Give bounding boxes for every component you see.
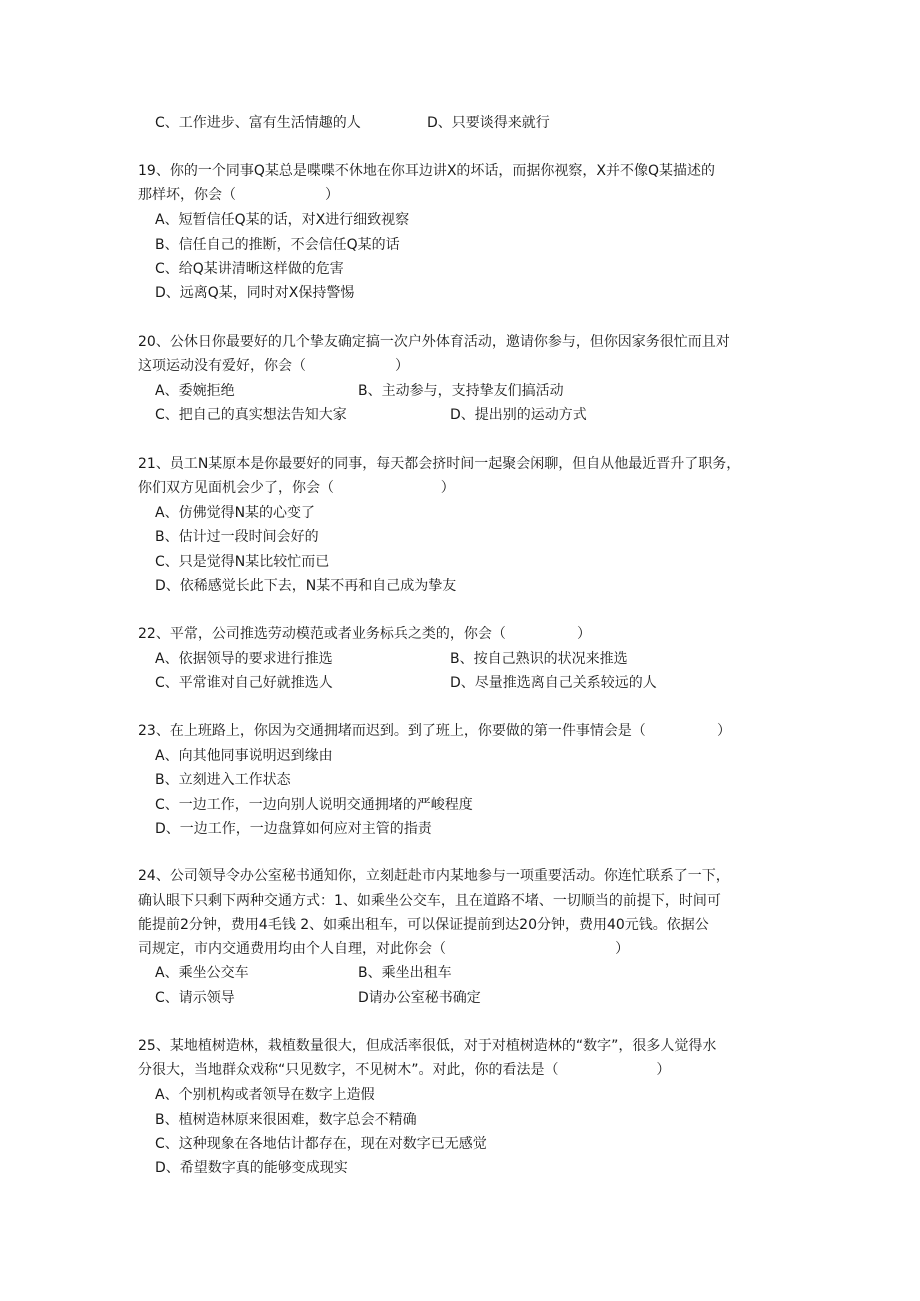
question-19-text-cont: 那样坏，你会（ ）: [138, 187, 340, 203]
question-25-text-cont: 分很大，当地群众戏称“只见数字，不见树木”。对此，你的看法是（ ）: [138, 1062, 671, 1078]
question-21-text-cont: 你们双方见面机会少了，你会（ ）: [138, 480, 455, 496]
question-24-text: 24、公司领导令办公室秘书通知你，立刻赶赴市内某地参与一项重要活动。你连忙联系了一下，: [138, 868, 730, 884]
question-20-option-d: D、提出别的运动方式: [450, 407, 587, 423]
question-23-text: 23、在上班路上，你因为交通拥堵而迟到。到了班上，你要做的第一件事情会是（ ）: [138, 723, 732, 739]
question-19-option-a: A、短暂信任Q某的话，对X进行细致视察: [155, 212, 410, 228]
question-22-text: 22、平常，公司推选劳动模范或者业务标兵之类的，你会（ ）: [138, 626, 592, 642]
question-24-text-cont-1: 确认眼下只剩下两种交通方式：1、如乘坐公交车，且在道路不堵、一切顺当的前提下，时间可: [138, 893, 721, 909]
question-25-option-a: A、个别机构或者领导在数字上造假: [155, 1087, 375, 1103]
question-25-option-c: C、这种现象在各地估计都存在，现在对数字已无感觉: [155, 1136, 487, 1152]
question-24-option-c: C、请示领导: [155, 990, 235, 1006]
prev-question-option-c: C、工作进步、富有生活情趣的人: [155, 115, 361, 131]
question-23-option-a: A、向其他同事说明迟到缘由: [155, 748, 333, 764]
question-21-option-c: C、只是觉得N某比较忙而已: [155, 554, 330, 570]
question-23-option-c: C、一边工作，一边向别人说明交通拥堵的严峻程度: [155, 797, 473, 813]
question-21-option-a: A、仿佛觉得N某的心变了: [155, 505, 316, 521]
question-25-option-b: B、植树造林原来很困难，数字总会不精确: [155, 1112, 417, 1128]
question-19-option-b: B、信任自己的推断，不会信任Q某的话: [155, 237, 400, 253]
question-21-option-d: D、依稀感觉长此下去，N某不再和自己成为挚友: [155, 578, 457, 594]
question-20-text: 20、公休日你最要好的几个挚友确定搞一次户外体育活动，邀请你参与，但你因家务很忙而且对: [138, 334, 730, 350]
question-22-option-c: C、平常谁对自己好就推选人: [155, 675, 333, 691]
question-25-option-d: D、希望数字真的能够变成现实: [155, 1160, 348, 1176]
question-25-text: 25、某地植树造林，栽植数量很大，但成活率很低，对于对植树造林的“数字”，很多人觉得水: [138, 1038, 717, 1054]
question-20-text-cont: 这项运动没有爱好，你会（ ）: [138, 358, 410, 374]
question-21-option-b: B、估计过一段时间会好的: [155, 529, 319, 545]
question-22-option-d: D、尽量推选离自己关系较远的人: [450, 675, 657, 691]
question-22-option-b: B、按自己熟识的状况来推选: [450, 651, 628, 667]
question-21-text: 21、员工N某原本是你最要好的同事，每天都会挤时间一起聚会闲聊，但自从他最近晋升了职务，: [138, 456, 741, 472]
question-24-text-cont-3: 司规定，市内交通费用均由个人自理，对此你会（ ）: [138, 941, 630, 957]
question-19-text: 19、你的一个同事Q某总是喋喋不休地在你耳边讲X的坏话，而据你视察，X并不像Q某描述的: [138, 163, 716, 179]
question-24-option-b: B、乘坐出租车: [358, 965, 452, 981]
question-23-option-d: D、一边工作，一边盘算如何应对主管的指责: [155, 821, 432, 837]
question-24-option-d: D请办公室秘书确定: [358, 990, 481, 1006]
question-19-option-d: D、远离Q某，同时对X保持警惕: [155, 285, 355, 301]
question-20-option-b: B、主动参与，支持挚友们搞活动: [358, 383, 564, 399]
prev-question-option-d: D、只要谈得来就行: [427, 115, 550, 131]
question-20-option-a: A、委婉拒绝: [155, 383, 235, 399]
question-24-text-cont-2: 能提前2分钟，费用4毛钱 2、如乘出租车，可以保证提前到达20分钟，费用40元钱。依据公: [138, 917, 709, 933]
question-20-option-c: C、把自己的真实想法告知大家: [155, 407, 347, 423]
question-22-option-a: A、依据领导的要求进行推选: [155, 651, 333, 667]
question-23-option-b: B、立刻进入工作状态: [155, 772, 291, 788]
question-24-option-a: A、乘坐公交车: [155, 965, 249, 981]
question-19-option-c: C、给Q某讲清晰这样做的危害: [155, 261, 344, 277]
